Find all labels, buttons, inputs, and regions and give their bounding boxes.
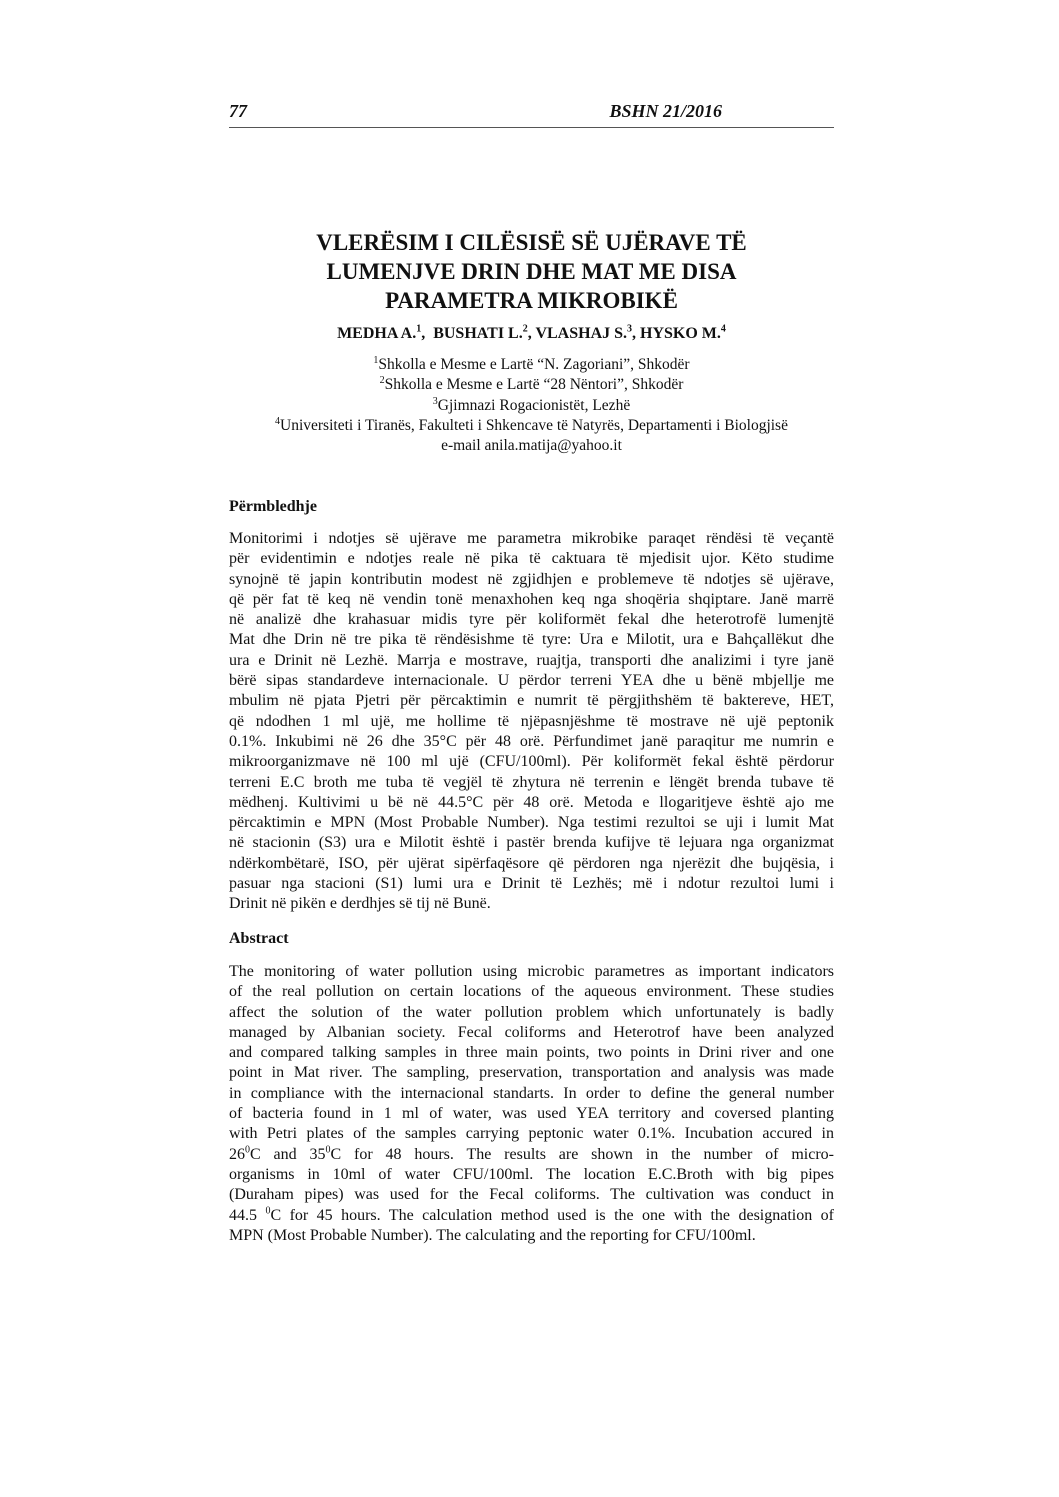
- text-line: përcaktimin e MPN (Most Probable Number). Nga testimi rezultoi se uji i lumit Mat: [229, 814, 834, 832]
- text-line: Mat dhe Drin në tre pika të rëndësishme të tyre: Ura e Milotit, ura e Bahçallëkut dhe: [229, 631, 834, 649]
- text-line: synojnë të japin kontributin modest në zgjidhjen e problemeve të ndotjes së ujërave,: [229, 570, 834, 588]
- text-line: që ndodhen 1 ml ujë, me hollime të njëpasnjëshme të mostrave në ujë peptonik: [229, 712, 834, 730]
- author-affiliation-mark: 4: [720, 323, 726, 335]
- affiliation-mark: 4: [275, 415, 281, 427]
- text-line: $26^0C$ and $35^0C$ for 48 hours. The results are shown in the number of micro-: [229, 1144, 834, 1163]
- text-line: in compliance with the internacional standarts. In order to define the general number: [229, 1084, 834, 1102]
- text-line: në stacionin (S3) ura e Milotit është i pastër brenda kufijve të lejuara nga organizmat: [229, 834, 834, 852]
- text-line: The monitoring of water pollution using microbic parametres as important indicators: [229, 963, 834, 980]
- text-line: pasuar nga stacioni (S1) lumi ura e Drinit të Lezhës; më i ndotur rezultoi lumi i: [229, 875, 834, 893]
- running-header: [229, 101, 834, 125]
- author-affiliation-mark: 1: [416, 323, 422, 335]
- affiliation-line: [229, 416, 834, 436]
- text-line: mikroorganizmave në 100 ml ujë (CFU/100ml). Për koliformët fekal është përdorur: [229, 753, 834, 771]
- text-line: për evidentimin e ndotjes reale në pika të caktuara të mjedisit ujor. Këto studime: [229, 550, 834, 568]
- text-line: and compared talking samples in three main points, two points in Drini river and one: [229, 1044, 834, 1062]
- text-line: Monitorimi i ndotjes së ujërave me parametra mikrobike paraqet rëndësi të veçantë: [229, 530, 834, 547]
- affiliation-text: Gjimnazi Rogacionistët, Lezhë: [437, 396, 631, 414]
- author-affiliation-mark: 3: [627, 323, 633, 335]
- affiliation-line: [229, 355, 834, 375]
- affiliation-text: Shkolla e Mesme e Lartë “N. Zagoriani”, Shkodër: [378, 356, 690, 373]
- affiliation-line: [229, 396, 834, 416]
- text-line: ura e Drinit në Lezhë. Marrja e mostrave, ruajtja, transporti dhe analizimi i tyre janë: [229, 651, 834, 669]
- abstract-heading: Abstract: [229, 930, 289, 947]
- author-separator: ,: [527, 325, 536, 342]
- text-line: affect the solution of the water pollution problem which unfortunately is badly: [229, 1003, 834, 1021]
- title-line: LUMENJVE DRIN DHE MAT ME DISA: [326, 259, 737, 284]
- affiliation-mark: 1: [373, 354, 379, 366]
- affiliation-text: Shkolla e Mesme e Lartë “28 Nëntori”, Shkodër: [384, 376, 684, 394]
- affiliation-line: [229, 375, 834, 395]
- text-line: terreni E.C broth me tuba të vegjël të zhytura në terrenin e lëngët brenda tubave të: [229, 773, 834, 791]
- text-line: Drinit në pikën e derdhjes së tij në Bunë.: [229, 895, 491, 913]
- author-name: BUSHATI L.: [433, 325, 523, 342]
- author-list: [229, 325, 834, 343]
- header-divider: [229, 127, 834, 128]
- author-separator: ,: [421, 325, 434, 342]
- text-line: mbulim në pjata Pjetri për përcaktimin e numrit të përgjithshëm të baktereve, HET,: [229, 692, 834, 710]
- text-line: bërë sipas standardeve internacionale. U përdor terreni YEA dhe u bënë mbjellje me: [229, 672, 834, 690]
- text-line: (Duraham pipes) was used for the Fecal coliforms. The cultivation was conduct in: [229, 1186, 834, 1204]
- text-line: 0.1%. Inkubimi në 26 dhe 35°C për 48 orë. Përfundimet janë paraqitur me numrin e: [229, 732, 834, 750]
- affiliation-mark: 3: [432, 395, 438, 407]
- text-line: point in Mat river. The sampling, preservation, transportation and analysis was made: [229, 1064, 834, 1082]
- page-number: 77: [229, 101, 247, 121]
- author-name: HYSKO M.: [640, 325, 721, 342]
- text-line: managed by Albanian society. Fecal coliforms and Heterotrof have been analyzed: [229, 1023, 834, 1041]
- abstract-body: [229, 962, 834, 1246]
- text-line: with Petri plates of the samples carrying peptonic water 0.1%. Incubation accured in: [229, 1125, 834, 1143]
- text-line: mëdhenj. Kultivimi u bë në 44.5°C për 48 orë. Metoda e llogaritjeve është ajo me: [229, 793, 834, 811]
- title-line: PARAMETRA MIKROBIKË: [385, 288, 678, 313]
- author-name: MEDHA A.: [337, 325, 417, 342]
- text-line: of bacteria found in 1 ml of water, was used YEA territory and coversed planting: [229, 1105, 834, 1123]
- title-line: VLERËSIM I CILËSISË SË UJËRAVE TË: [316, 230, 747, 255]
- email-text: e-mail anila.matija@yahoo.it: [441, 437, 622, 455]
- text-line: MPN (Most Probable Number). The calculating and the reporting for CFU/100ml.: [229, 1226, 756, 1244]
- email-line: [229, 436, 834, 456]
- text-line: në analizë dhe krahasuar midis tyre për koliformët fekal dhe heterotrofë lumenjtë: [229, 611, 834, 629]
- permbledhje-heading: Përmbledhje: [229, 498, 317, 515]
- affiliation-text: Universiteti i Tiranës, Fakulteti i Shkencave të Natyrës, Departamenti i Biologjisë: [280, 416, 788, 434]
- affiliations: [229, 355, 834, 456]
- journal-name: BSHN 21/2016: [609, 101, 722, 121]
- text-line: of the real pollution on certain locations of the aqueous environment. These studies: [229, 983, 834, 1001]
- paper-title: [229, 228, 834, 315]
- author-affiliation-mark: 2: [522, 323, 528, 335]
- text-line: 44.5 $^0$C for 45 hours. The calculation method used is the one with the designation of: [229, 1205, 835, 1224]
- author-separator: ,: [632, 325, 641, 342]
- permbledhje-body: [229, 529, 834, 915]
- affiliation-mark: 2: [379, 375, 385, 387]
- text-line: organisms in 10ml of water CFU/100ml. The location E.C.Broth with big pipes: [229, 1165, 834, 1183]
- text-line: që për fat të keq në vendin tonë menaxhohen keq nga shoqëria shqiptare. Janë marrë: [229, 590, 834, 608]
- author-name: VLASHAJ S.: [535, 325, 628, 342]
- text-line: ndërkombëtarë, ISO, për ujërat sipërfaqësore që përdoren nga njerëzit dhe bujqësia, i: [229, 854, 834, 872]
